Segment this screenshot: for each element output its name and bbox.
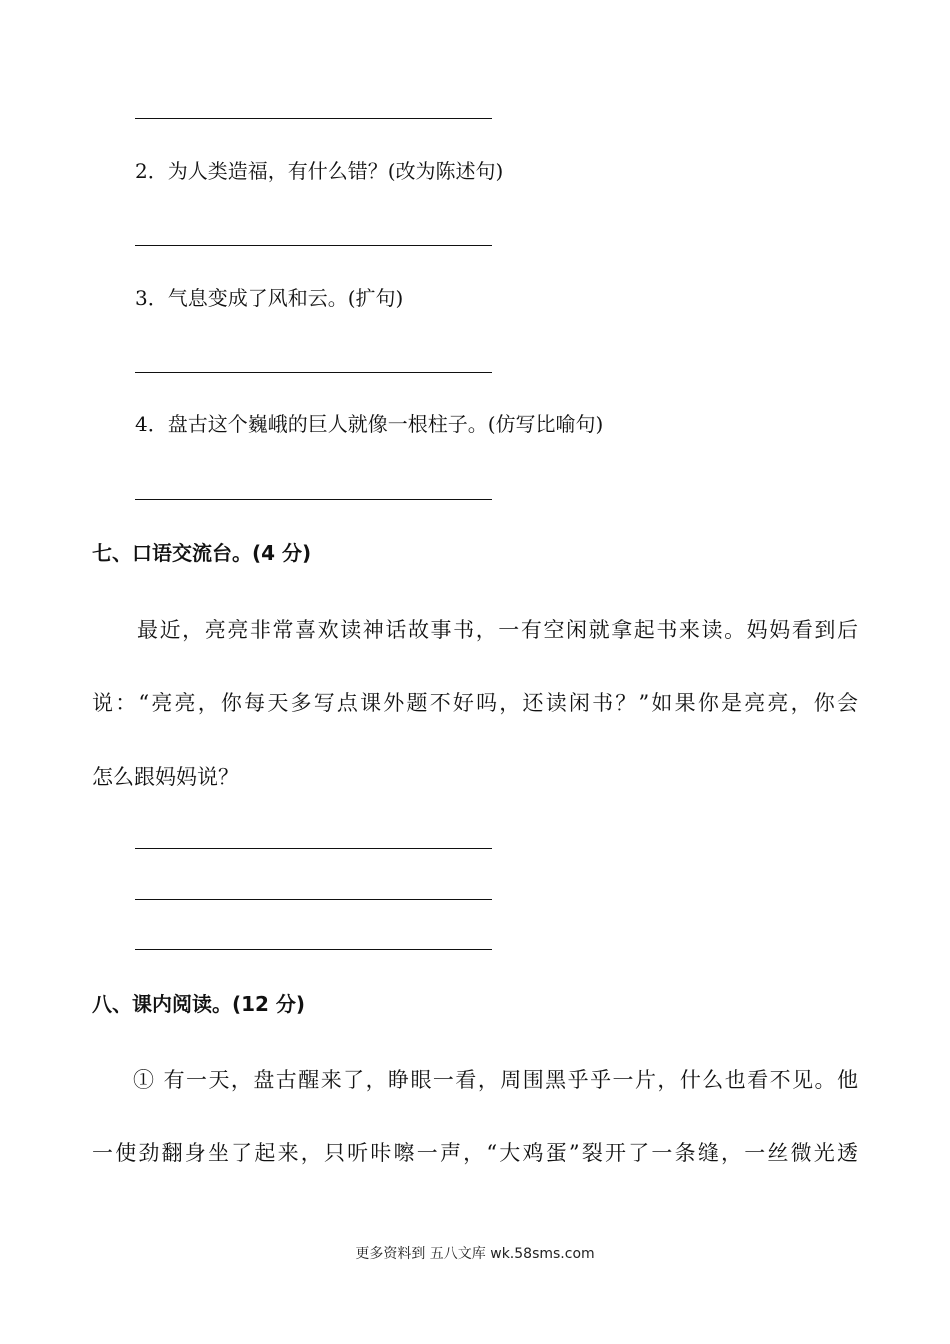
section-7-paragraph-line-2: 说：“亮亮，你每天多写点课外题不好吗，还读闲书？”如果你是亮亮，你会: [92, 691, 858, 715]
section-8-paragraph-line-2: 一使劲翻身坐了起来，只听咔嚓一声，“大鸡蛋”裂开了一条缝，一丝微光透: [92, 1141, 858, 1165]
answer-line-4[interactable]: [135, 499, 492, 500]
answer-line-3[interactable]: [135, 372, 492, 373]
section-7-paragraph-line-1: 最近，亮亮非常喜欢读神话故事书，一有空闲就拿起书来读。妈妈看到后: [137, 618, 858, 642]
footer-watermark: 更多资料到 五八文库 wk.58sms.com: [355, 1246, 595, 1262]
section-7-heading: 七、口语交流台。(4 分): [92, 541, 312, 565]
question-3: 3．气息变成了风和云。(扩句): [135, 286, 404, 310]
section-8-heading: 八、课内阅读。(12 分): [92, 992, 306, 1016]
answer-line-5[interactable]: [135, 848, 492, 849]
question-2: 2．为人类造福，有什么错？(改为陈述句): [135, 159, 504, 183]
section-8-paragraph-line-1: ① 有一天，盘古醒来了，睁眼一看，周围黑乎乎一片，什么也看不见。他: [133, 1068, 858, 1092]
answer-line-6[interactable]: [135, 899, 492, 900]
answer-line-1[interactable]: [135, 118, 492, 119]
answer-line-7[interactable]: [135, 949, 492, 950]
question-4: 4．盘古这个巍峨的巨人就像一根柱子。(仿写比喻句): [135, 412, 604, 436]
answer-line-2[interactable]: [135, 245, 492, 246]
section-7-paragraph-line-3: 怎么跟妈妈说？: [92, 765, 239, 789]
